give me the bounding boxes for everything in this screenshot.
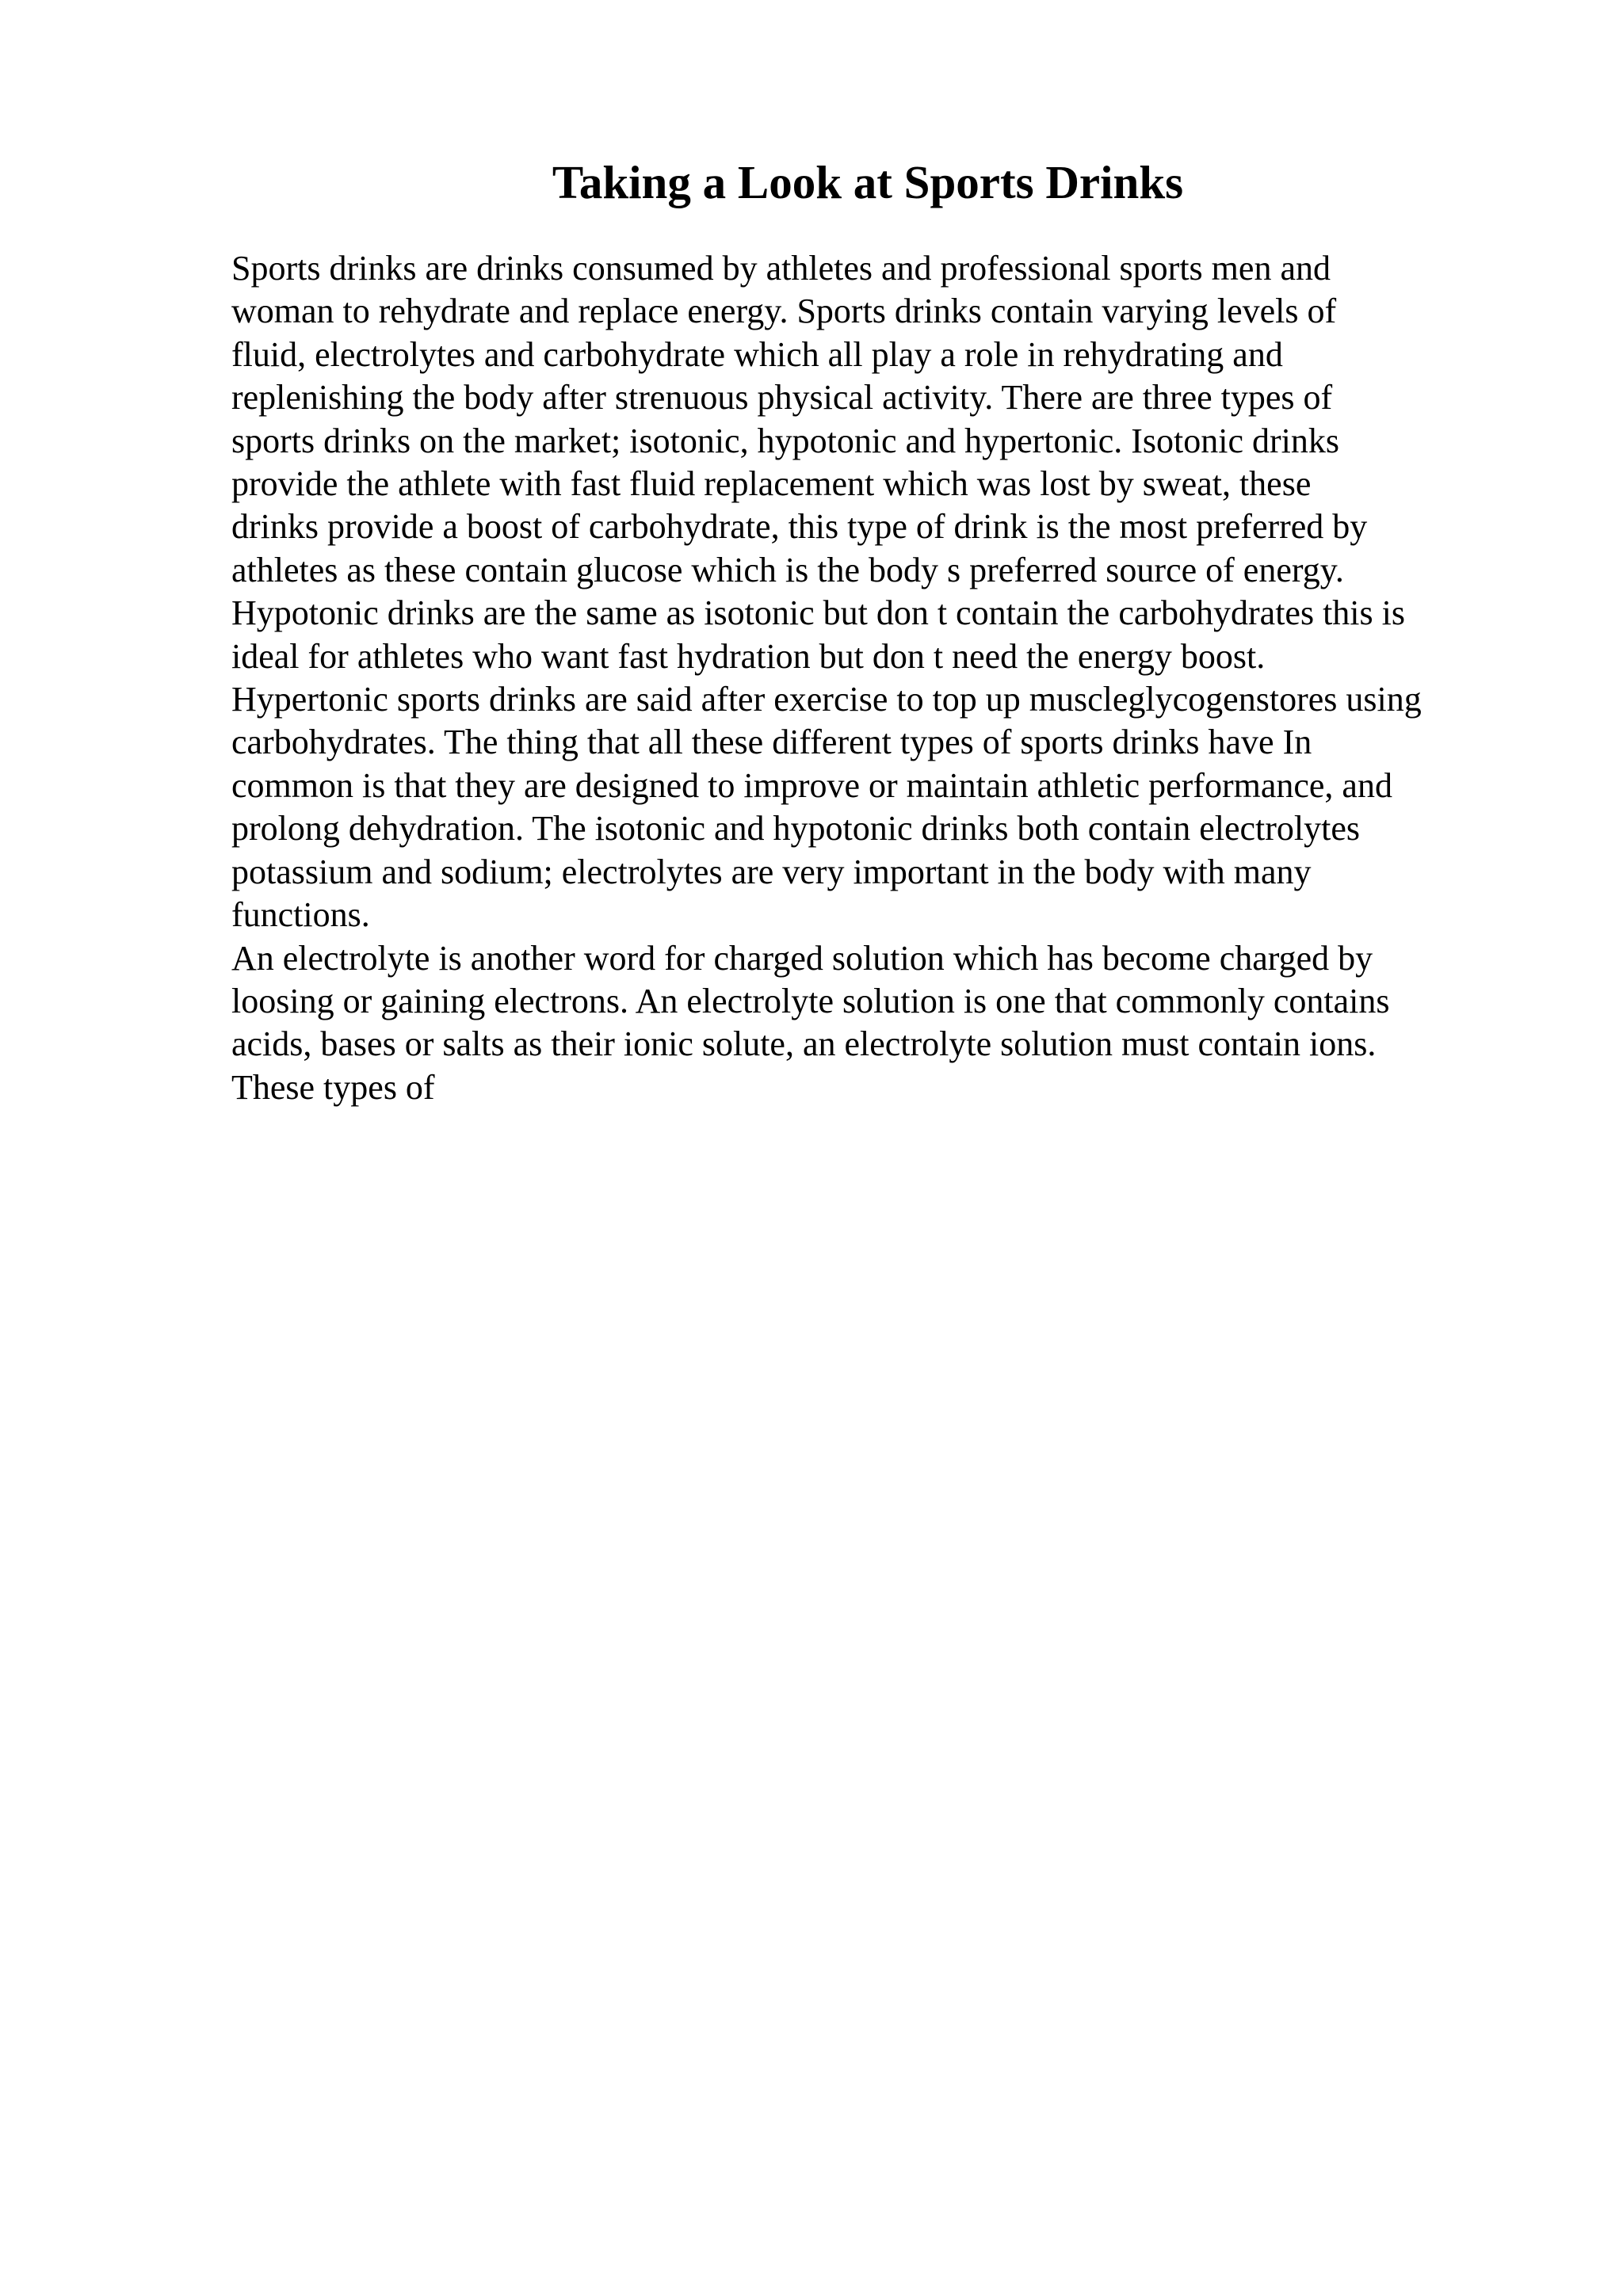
text-line: woman to rehydrate and replace energy. Sports drinks contain varying levels of [231, 292, 1337, 331]
text-line: sports drinks on the market; isotonic, hypotonic and hypertonic. Isotonic drinks [231, 421, 1340, 460]
text-line: Hypertonic sports drinks are said after exercise to top up muscleglycogenstores using [231, 680, 1422, 719]
text-line: Hypotonic drinks are the same as isotonic but don t contain the carbohydrates this is [231, 593, 1406, 633]
text-line: Sports drinks are drinks consumed by athletes and professional sports men and [231, 249, 1331, 288]
text-line: loosing or gaining electrons. An electrolyte solution is one that commonly contains [231, 981, 1390, 1020]
text-line: carbohydrates. The thing that all these different types of sports drinks have In [231, 723, 1312, 762]
text-line: acids, bases or salts as their ionic solute, an electrolyte solution must contain ions. [231, 1024, 1377, 1064]
text-line: common is that they are designed to improve or maintain athletic performance, and [231, 765, 1392, 805]
text-line: An electrolyte is another word for charged solution which has become charged by [231, 938, 1373, 978]
text-line: ideal for athletes who want fast hydration but don t need the energy boost. [231, 636, 1266, 676]
document-title: Taking a Look at Sports Drinks [552, 156, 1184, 208]
text-line: athletes as these contain glucose which is the body s preferred source of energy. [231, 550, 1344, 589]
text-line: replenishing the body after strenuous physical activity. There are three types of [231, 378, 1333, 418]
text-line: These types of [231, 1067, 435, 1107]
text-line: prolong dehydration. The isotonic and hypotonic drinks both contain electrolytes [231, 809, 1361, 849]
text-line: potassium and sodium; electrolytes are very important in the body with many [231, 852, 1312, 891]
text-line: provide the athlete with fast fluid replacement which was lost by sweat, these [231, 464, 1312, 504]
text-line: functions. [231, 895, 370, 935]
text-line: drinks provide a boost of carbohydrate, this type of drink is the most preferred by [231, 507, 1368, 547]
text-line: fluid, electrolytes and carbohydrate which all play a role in rehydrating and [231, 334, 1283, 374]
body-text [231, 247, 1610, 1109]
